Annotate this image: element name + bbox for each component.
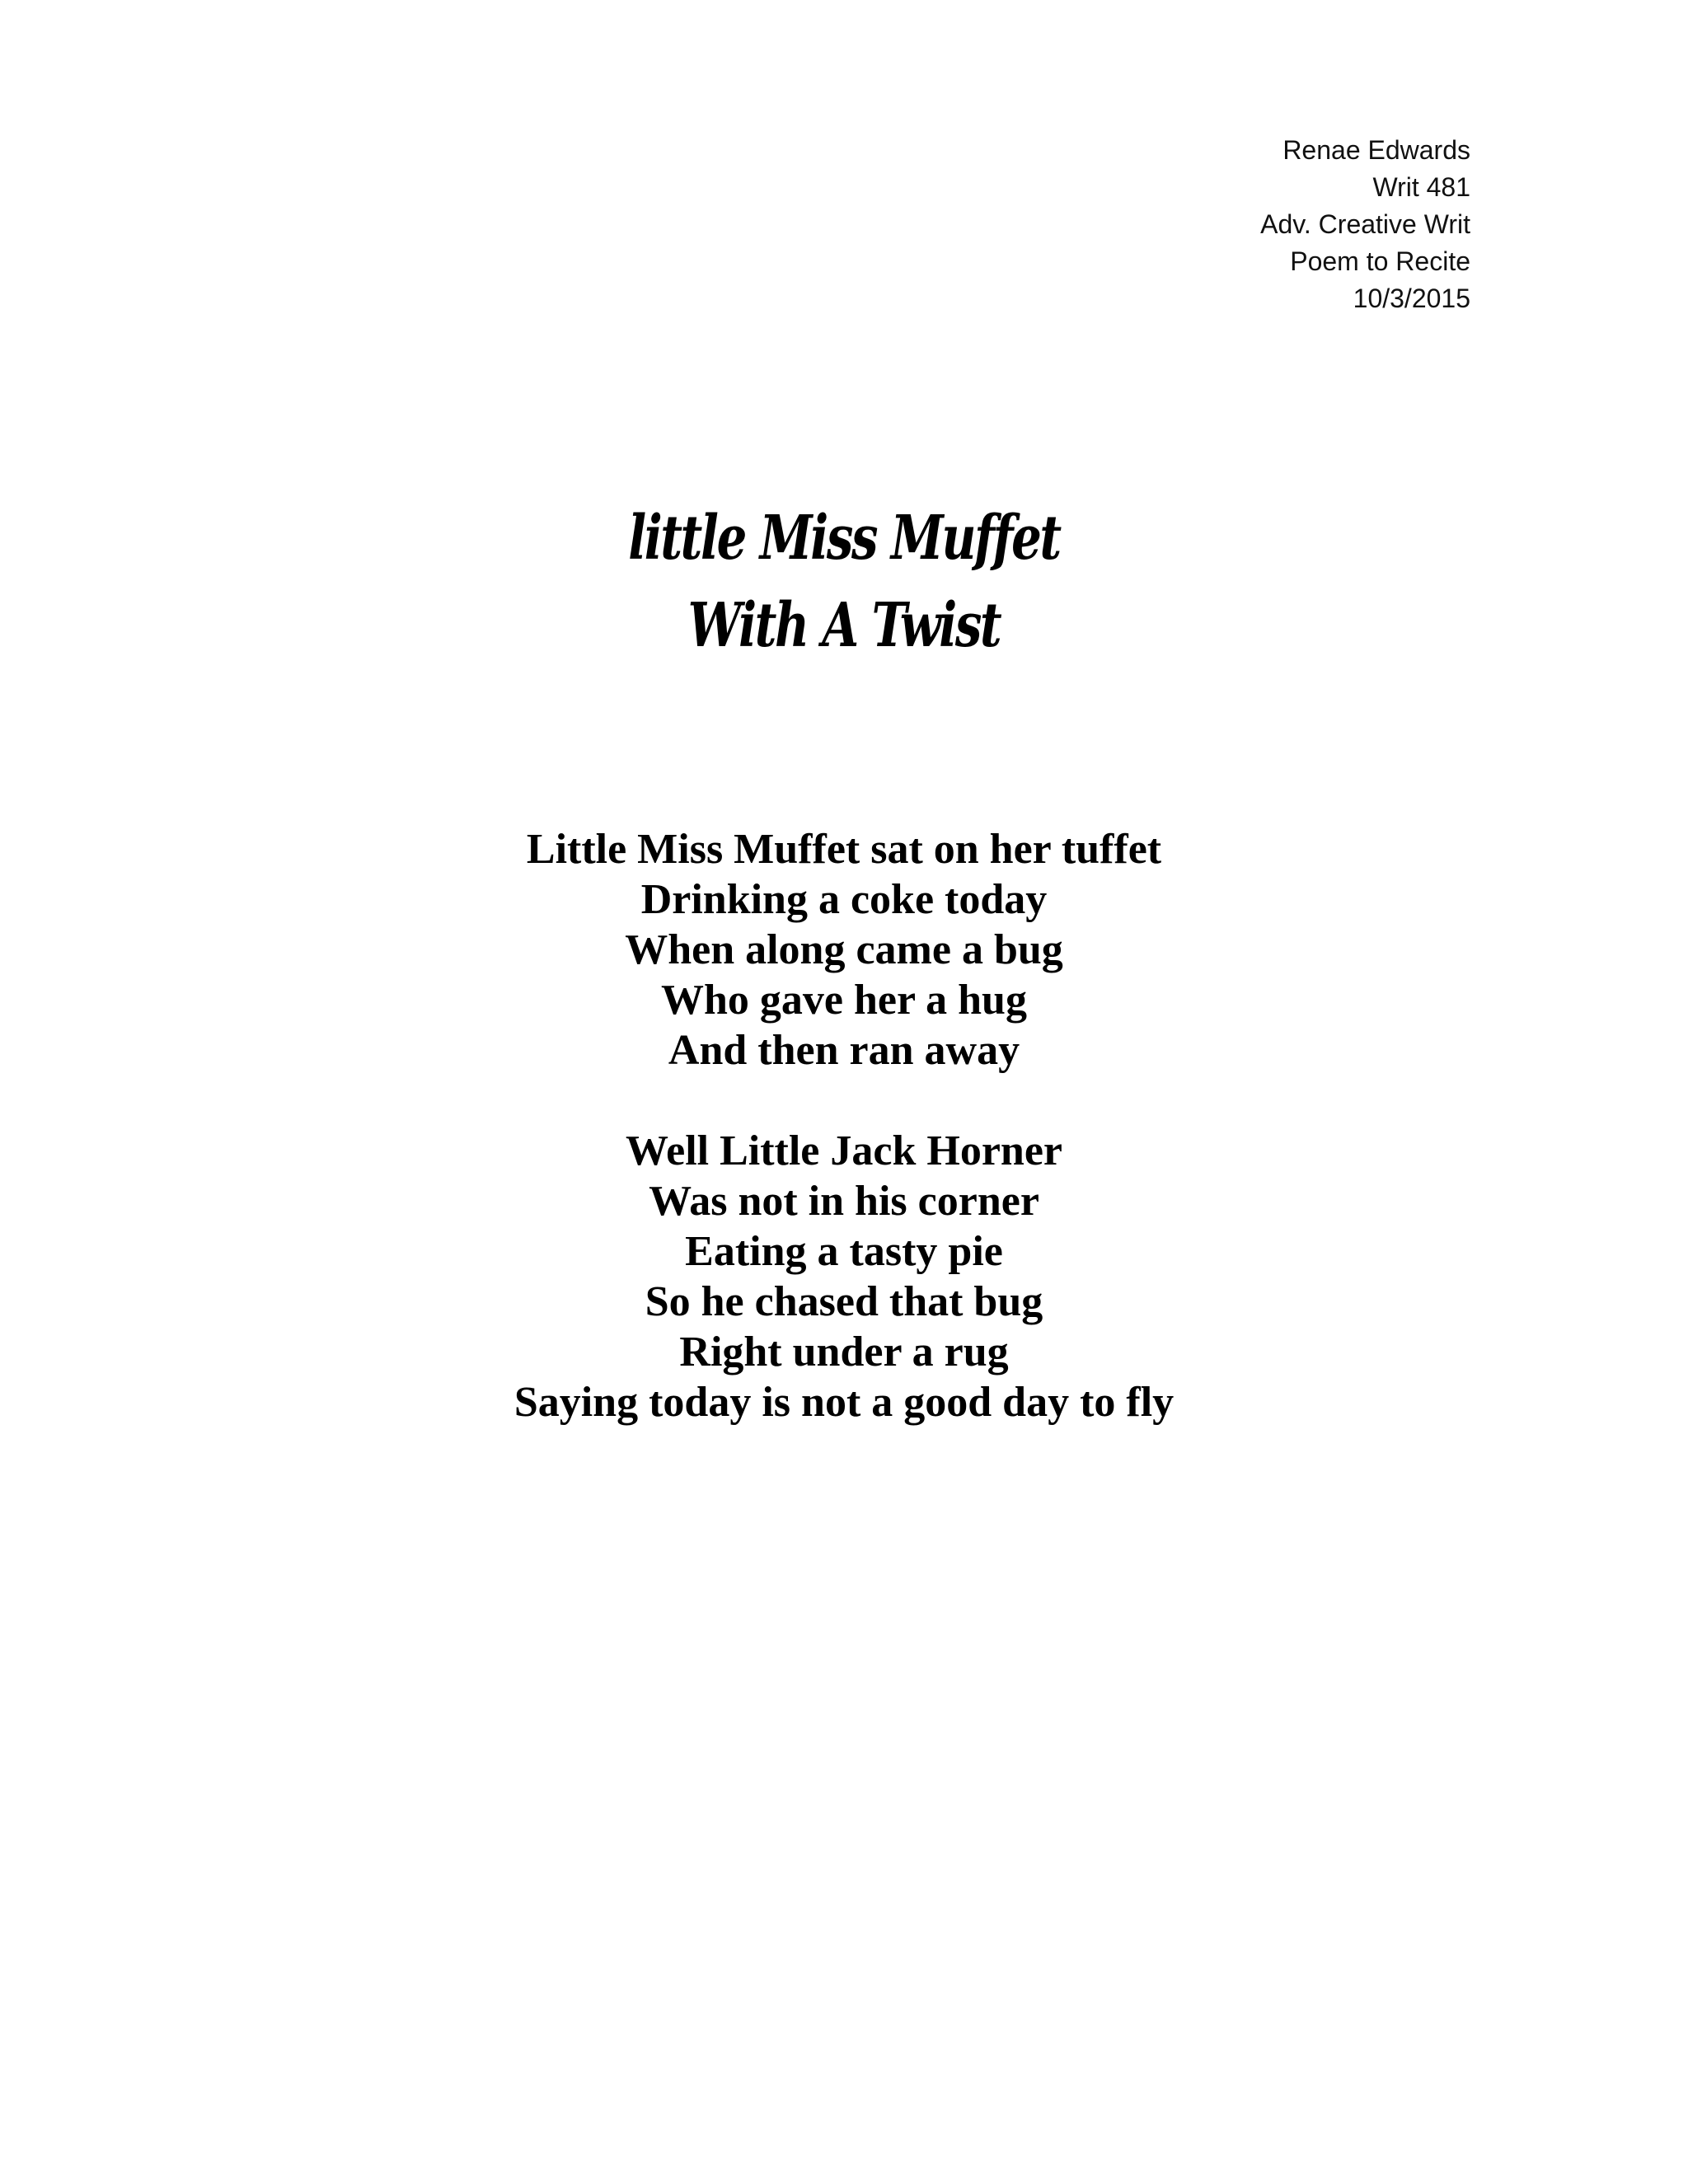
assignment-name: Poem to Recite [1290,246,1470,276]
header-info [1260,132,1470,317]
poem-line: Who gave her a hug [661,977,1027,1024]
poem-body [0,824,1688,1427]
poem-line: Drinking a coke today [640,876,1048,923]
course-name: Adv. Creative Writ [1260,209,1470,239]
poem-line: Well Little Jack Horner [625,1127,1062,1174]
date: 10/3/2015 [1353,284,1470,313]
poem-line: Eating a tasty pie [685,1228,1003,1275]
poem-line: Little Miss Muffet sat on her tuffet [526,826,1162,873]
course-number: Writ 481 [1372,172,1470,202]
author-name: Renae Edwards [1282,135,1470,165]
stanza-1 [0,824,1688,1076]
poem-line: Saying today is not a good day to fly [513,1379,1175,1426]
stanza-2 [0,1126,1688,1427]
poem-line: When along came a bug [625,926,1063,973]
title-line-1: little Miss Muffet [628,503,1060,574]
poem-line: And then ran away [668,1027,1020,1074]
poem-line: Was not in his corner [649,1178,1039,1225]
title-line-2: With A Twist [687,590,1001,661]
poem-line: Right under a rug [679,1329,1009,1376]
poem-line: So he chased that bug [645,1278,1043,1325]
poem-title [185,494,1502,669]
